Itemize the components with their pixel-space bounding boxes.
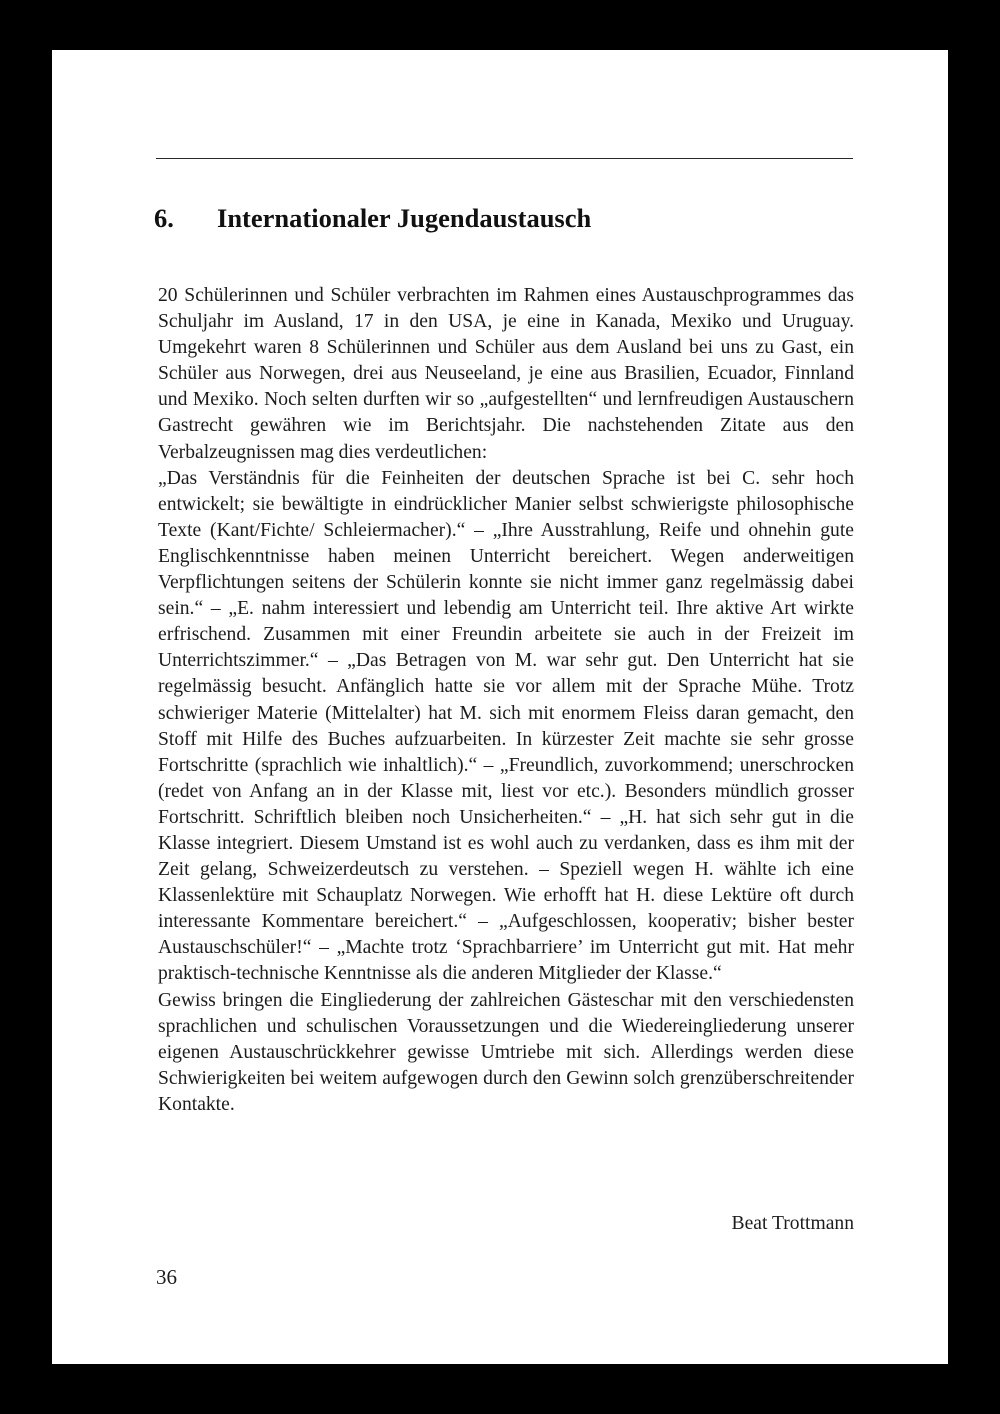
- section-number: 6.: [154, 203, 174, 233]
- page-number: 36: [156, 1265, 177, 1289]
- header-rule: [156, 158, 853, 159]
- section-title: Internationaler Jugendaustausch: [217, 203, 592, 233]
- document-page: [52, 50, 948, 1364]
- author-signature: Beat Trottmann: [731, 1213, 854, 1234]
- body-text: [158, 283, 854, 1118]
- paragraph-quotes: „Das Verständnis für die Feinheiten der deutschen Sprache ist bei C. sehr hoch entwickelt; sie bewältigte in eindrücklicher Manier selbst schwierigste philosophische Texte (Kant/Fichte/ Schleiermacher).“ – „Ihre Ausstrahlung, Reife und ohnehin gute Englischkenntnisse haben meinen Unterricht bereichert. Wegen anderweitigen Verpflichtungen seitens der Schülerin konnte sie nicht immer ganz regelmässig dabei sein.“ – „E. nahm interessiert und lebendig am Unterricht teil. Ihre aktive Art wirkte erfrischend. Zusammen mit einer Freundin arbeitete sie auch in der Freizeit im Unterrichtszimmer.“ – „Das Betragen von M. war sehr gut. Den Unterricht hat sie regelmässig besucht. Anfänglich hatte sie vor allem mit der Sprache Mühe. Trotz schwieriger Materie (Mittelalter) hat M. sich mit enormem Fleiss daran gemacht, den Stoff mit Hilfe des Buches aufzuarbeiten. In kürzester Zeit machte sie sehr grosse Fortschritte (sprachlich wie inhaltlich).“ – „Freundlich, zuvorkommend; unerschrocken (redet von Anfang an in der Klasse mit, liest vor etc.). Besonders mündlich grosser Fortschritt. Schriftlich bleiben noch Unsicherheiten.“ – „H. hat sich sehr gut in die Klasse integriert. Diesem Umstand ist es wohl auch zu verdanken, dass es ihm mit der Zeit gelang, Schweizerdeutsch zu verstehen. – Speziell wegen H. wählte ich eine Klassenlektüre mit Schauplatz Norwegen. Wie erhofft hat H. diese Lektüre oft durch interessante Kommentare bereichert.“ – „Aufgeschlossen, kooperativ; bisher bester Austauschschüler!“ – „Machte trotz ‘Sprachbarriere’ im Unterricht gut mit. Hat mehr praktisch-technische Kenntnisse als die anderen Mitglieder der Klasse.“: [158, 467, 854, 985]
- paragraph-intro: 20 Schülerinnen und Schüler verbrachten im Rahmen eines Austauschprogrammes das Schuljahr im Ausland, 17 in den USA, je eine in Kanada, Mexiko und Uruguay. Umgekehrt waren 8 Schülerinnen und Schüler aus dem Ausland bei uns zu Gast, ein Schüler aus Norwegen, drei aus Neuseeland, je eine aus Brasilien, Ecuador, Finnland und Mexiko. Noch selten durften wir so „aufgestellten“ und lernfreudigen Austauschern Gastrecht gewähren wie im Berichtsjahr. Die nachstehenden Zitate aus den Verbalzeugnissen mag dies verdeutlichen:: [158, 285, 854, 463]
- section-heading: [154, 198, 854, 238]
- paragraph-conclusion: Gewiss bringen die Eingliederung der zahlreichen Gästeschar mit den verschiedensten sprachlichen und schulischen Voraussetzungen und die Wiedereingliederung unserer eigenen Austauschrückkehrer gewisse Umtriebe mit sich. Allerdings werden diese Schwierigkeiten bei weitem aufgewogen durch den Gewinn solch grenzüberschreitender Kontakte.: [158, 989, 854, 1115]
